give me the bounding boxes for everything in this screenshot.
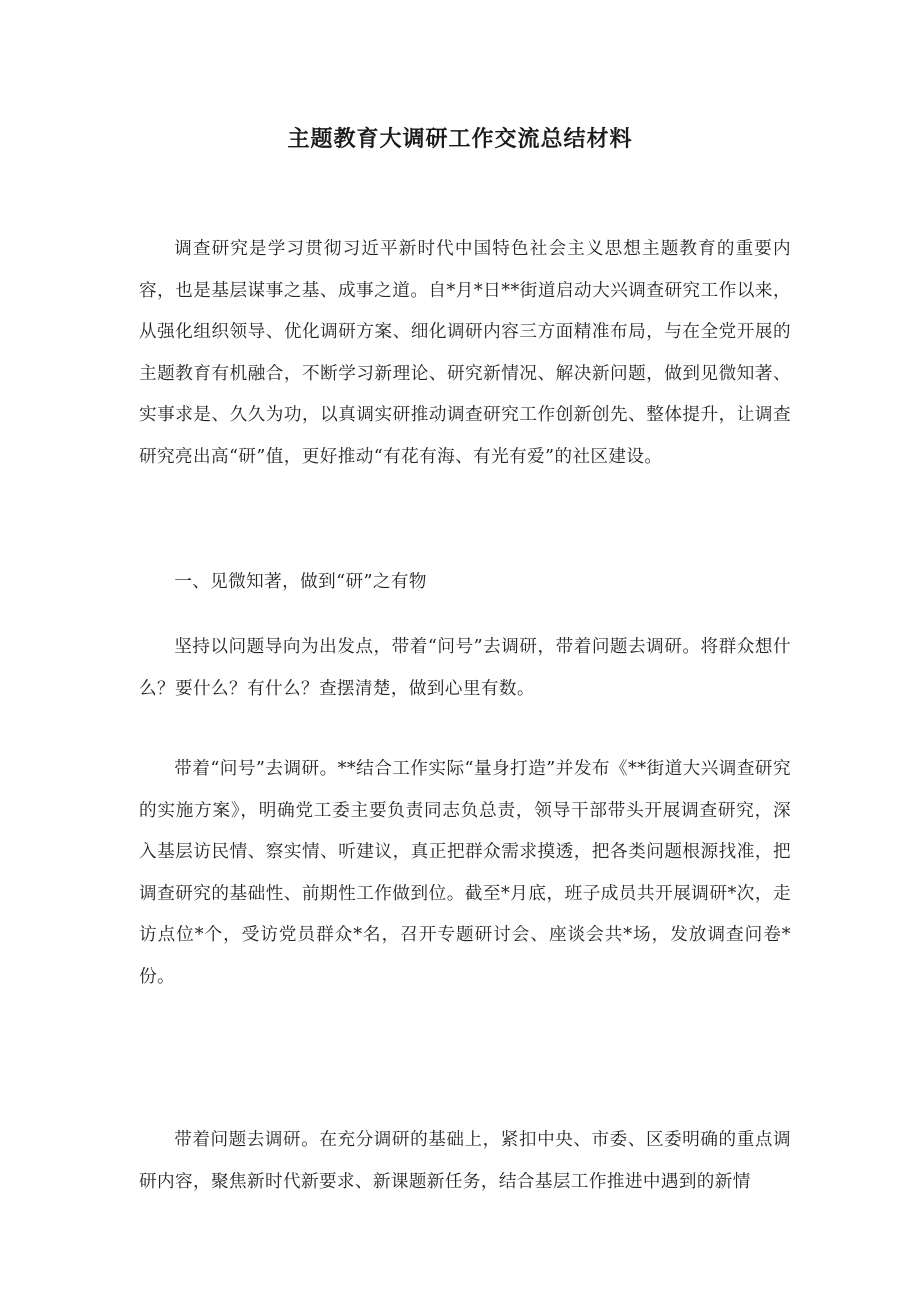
document-title: 主题教育大调研工作交流总结材料 (287, 127, 633, 152)
section-1-paragraph-2: 带着“问号”去调研。**结合工作实际“量身打造”并发布《**街道大兴调查研究的实施方案》，明确党工委主要负责同志负总责，领导干部带头开展调查研究，深入基层访民情、察实情、听建议，真正把群众需求摸透，把各类问题根源找准，把调查研究的基础性、前期性工作做到位。截至*月底，班子成员共开展调研*次，走访点位*个，受访党员群众*名，召开专题研讨会、座谈会共*场，发放调查问卷*份。 (139, 759, 791, 987)
section-1-paragraph-1: 坚持以问题导向为出发点，带着“问号”去调研，带着问题去调研。将群众想什么？要什么？有什么？查摆清楚，做到心里有数。 (139, 637, 791, 699)
section-1-paragraph-3: 带着问题去调研。在充分调研的基础上，紧扣中央、市委、区委明确的重点调研内容，聚焦新时代新要求、新课题新任务，结合基层工作推进中遇到的新情 (139, 1130, 791, 1192)
intro-paragraph: 调查研究是学习贯彻习近平新时代中国特色社会主义思想主题教育的重要内容，也是基层谋事之基、成事之道。自*月*日**街道启动大兴调查研究工作以来，从强化组织领导、优化调研方案、细化调研内容三方面精准布局，与在全党开展的主题教育有机融合，不断学习新理论、研究新情况、解决新问题，做到见微知著、实事求是、久久为功，以真调实研推动调查研究工作创新创先、整体提升，让调查研究亮出高“研”值，更好推动“有花有海、有光有爱”的社区建设。 (139, 239, 791, 467)
section-heading-1: 一、见微知著，做到“研”之有物 (174, 572, 427, 592)
